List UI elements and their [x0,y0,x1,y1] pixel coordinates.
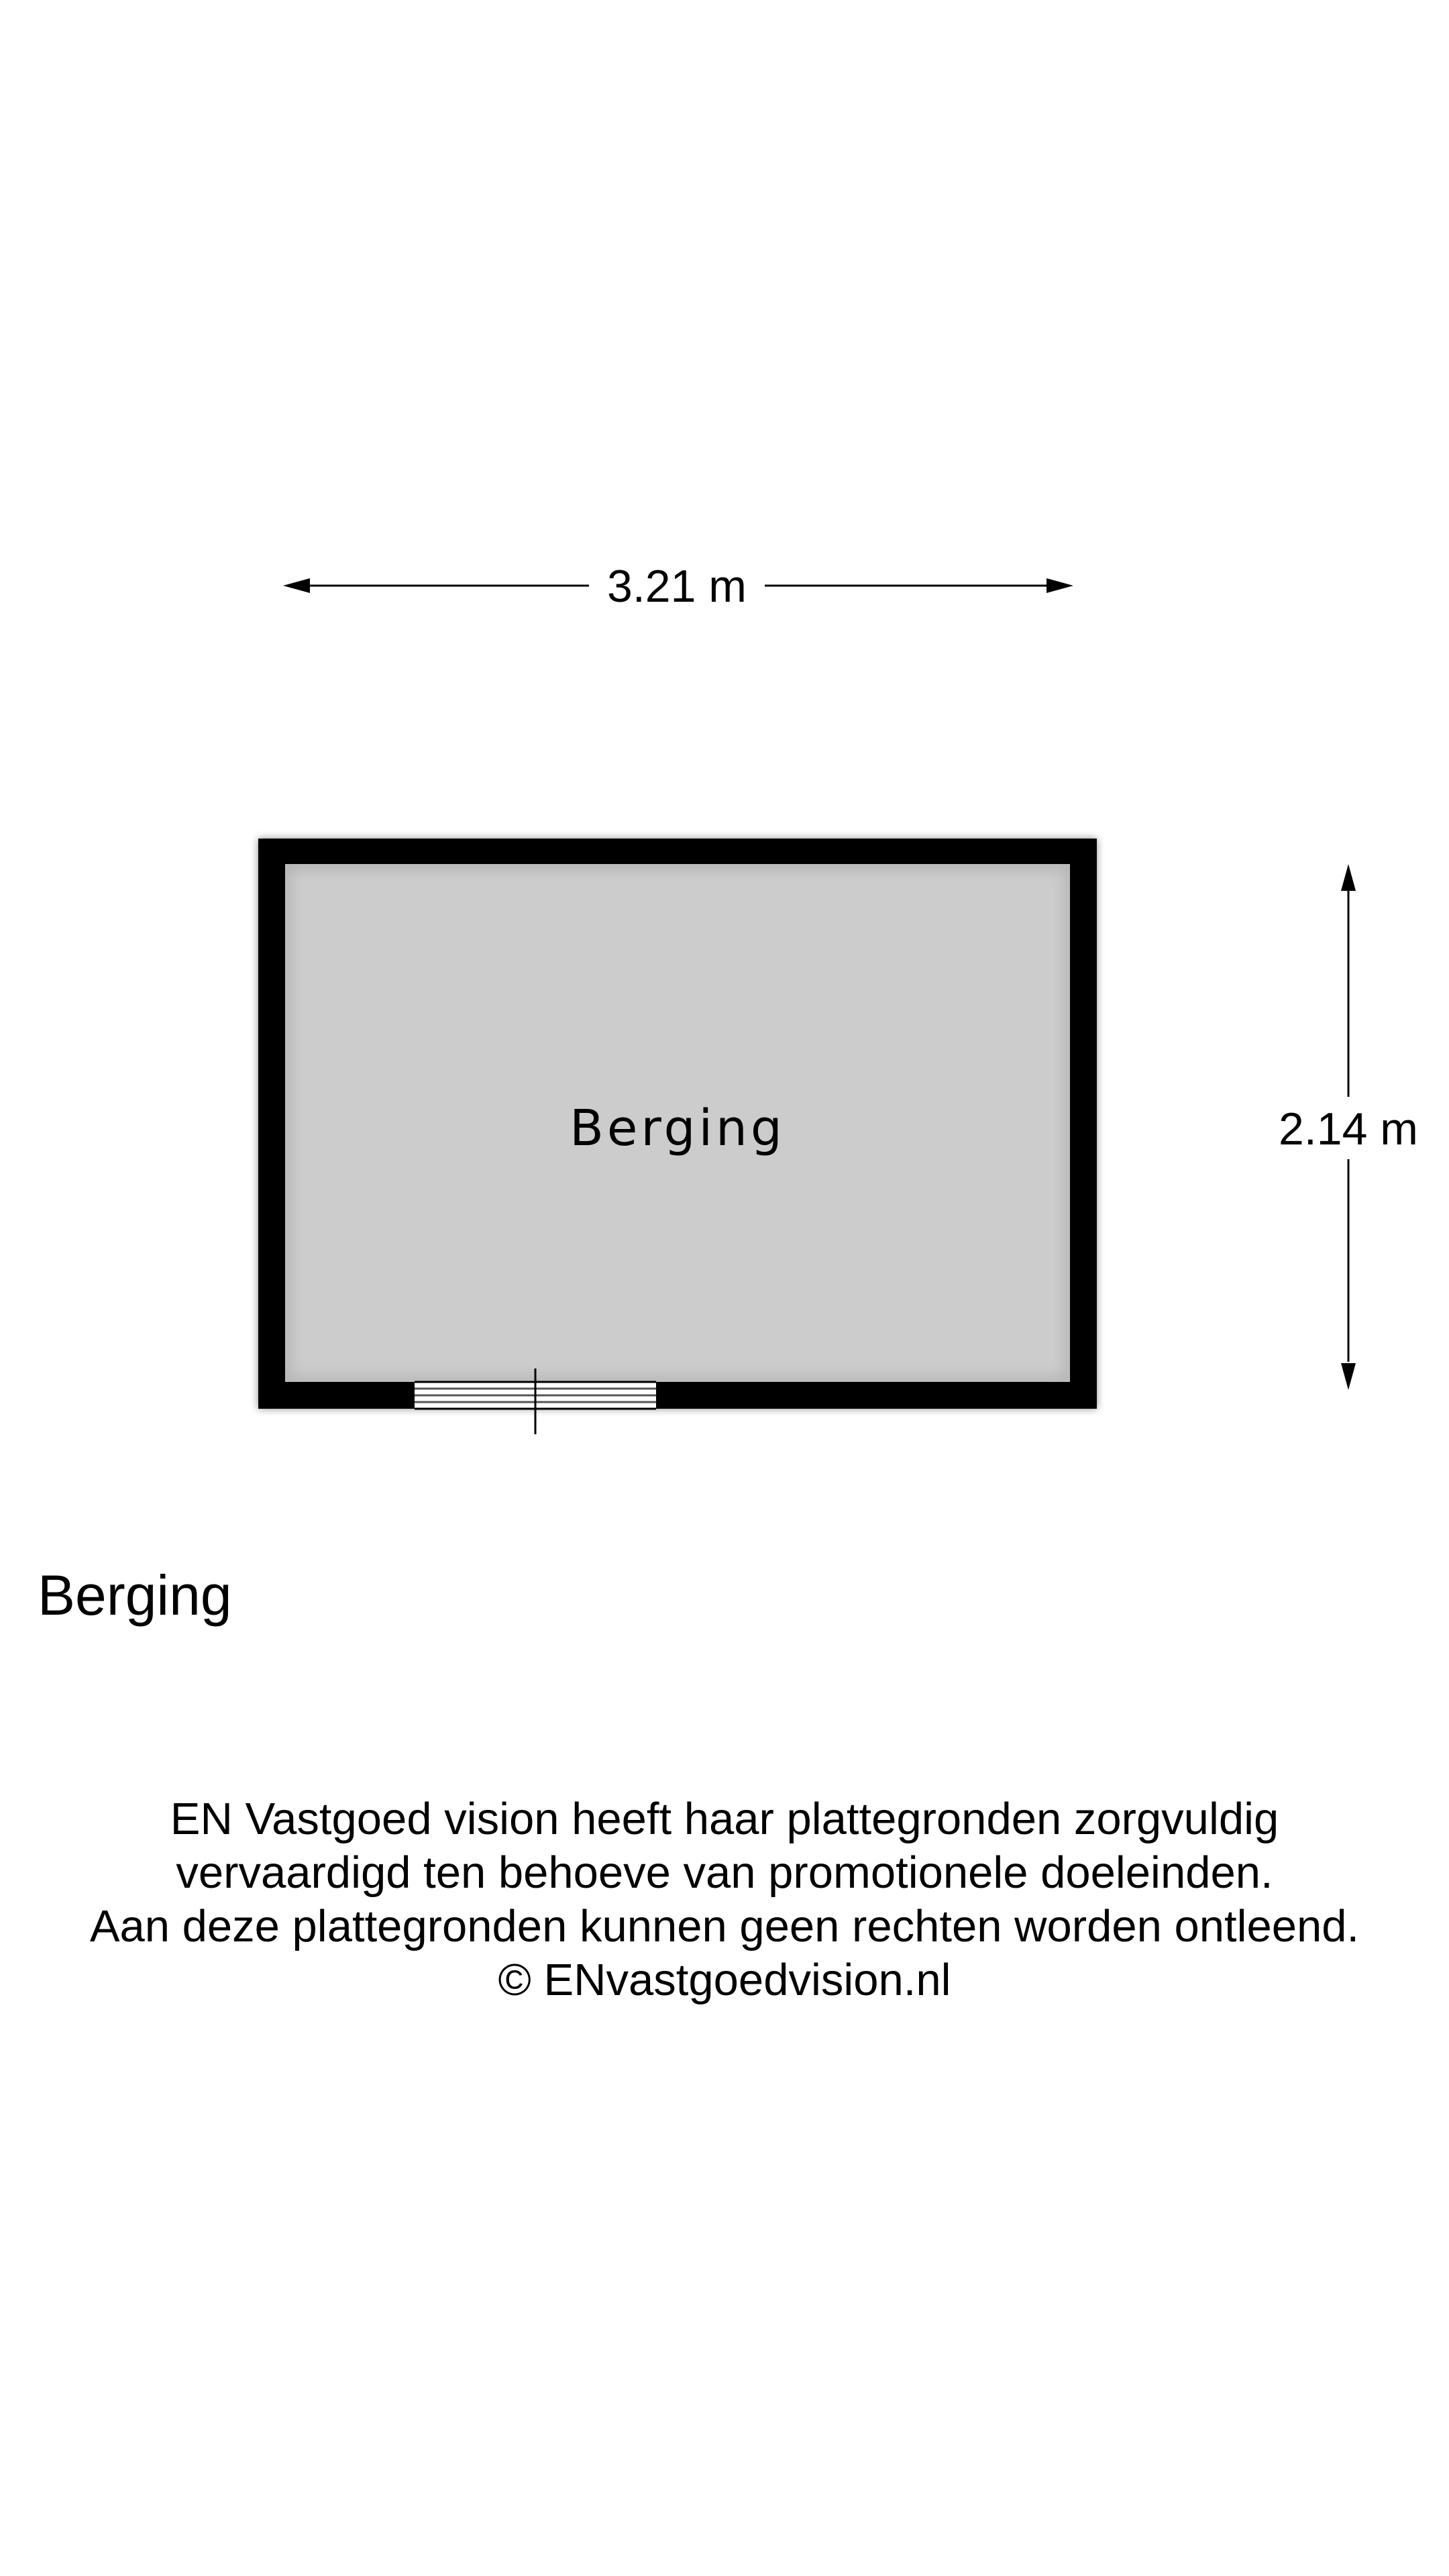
arrow-left-icon [283,578,310,593]
arrow-right-icon [1046,578,1073,593]
height-dimension-label: 2.14 m [1279,1104,1418,1155]
disclaimer-line: Aan deze plattegronden kunnen geen rechten worden ontleend. [89,1901,1360,1951]
disclaimer-line: EN Vastgoed vision heeft haar plattegronden zorgvuldig [170,1794,1279,1844]
disclaimer-line: vervaardigd ten behoeve van promotionele doeleinden. [176,1847,1273,1898]
width-dimension-label: 3.21 m [607,561,747,612]
arrow-down-icon [1341,1363,1356,1390]
room-label: Berging [570,1099,786,1157]
copyright-line: © ENvastgoedvision.nl [498,1955,951,2005]
floor-title: Berging [38,1564,232,1627]
arrow-up-icon [1341,864,1356,891]
width-dimension [283,561,1073,612]
disclaimer [0,1792,1449,2007]
height-dimension [1279,864,1418,1390]
